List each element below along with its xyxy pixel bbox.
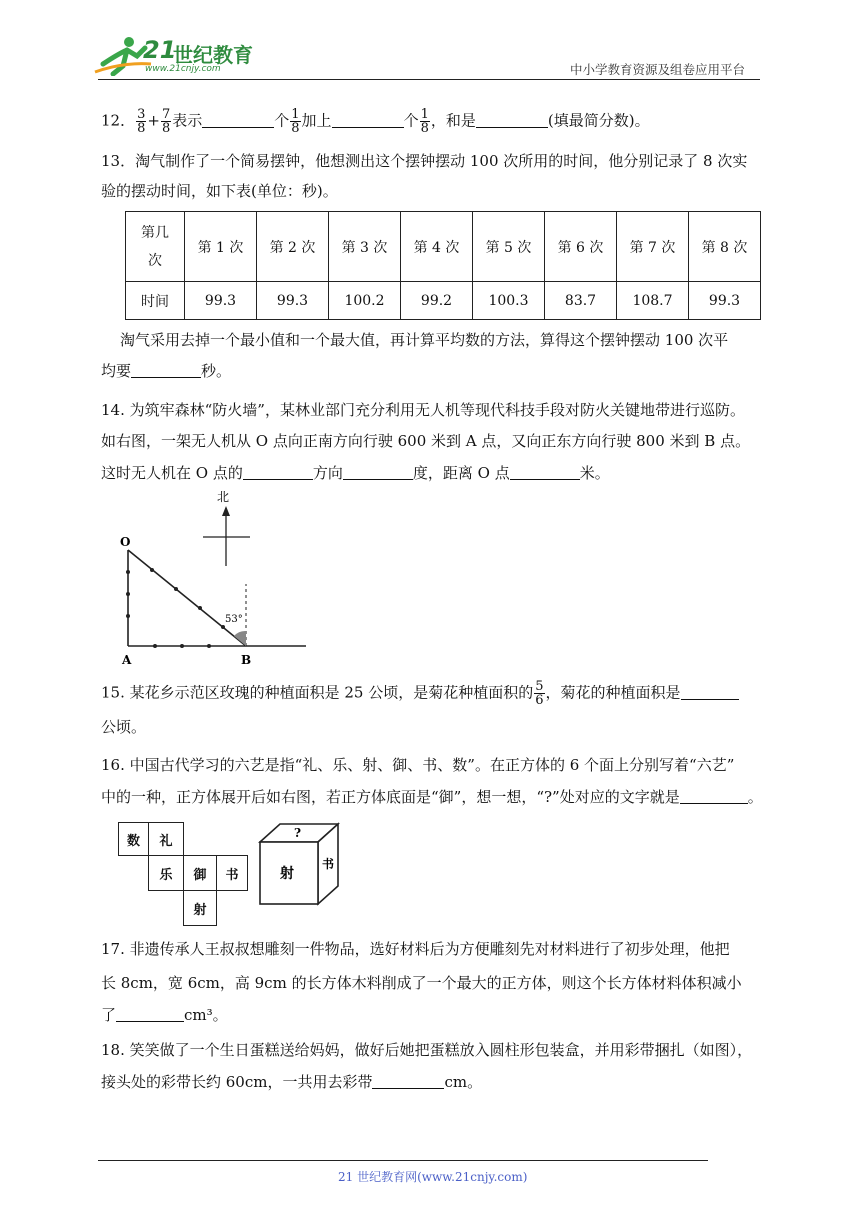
table-cell: 83.7 [545, 282, 617, 320]
question-17-line3: 了 cm³。 [101, 1006, 228, 1024]
table-header-cell: 第 1 次 [185, 212, 257, 282]
net-face: 书 [216, 855, 248, 891]
table-header-cell: 第 5 次 [473, 212, 545, 282]
angle-label: 53° [225, 614, 243, 625]
answer-blank[interactable] [116, 1005, 184, 1022]
cube-side-label: 书 [322, 857, 335, 871]
table-cell: 100.2 [329, 282, 401, 320]
question-13-line3: 淘气采用去掉一个最小值和一个最大值，再计算平均数的方法，算得这个摆钟摆动 100 次平 [120, 331, 729, 349]
table-header-cell: 第 3 次 [329, 212, 401, 282]
question-16-line1: 16. 中国古代学习的六艺是指“礼、乐、射、御、书、数”。在正方体的 6 个面上分别写着“六艺” [101, 756, 735, 774]
fraction: $\frac{5}{6}$ [535, 679, 544, 708]
point-a-label: A [122, 653, 132, 667]
question-13-line4: 均要 秒。 [101, 362, 232, 380]
table-header-cell: 第 4 次 [401, 212, 473, 282]
table-row [126, 212, 761, 282]
question-14-line3: 这时无人机在 O 点的 方向 度，距离 O 点 米。 [101, 464, 610, 482]
table-cell: 99.3 [185, 282, 257, 320]
logo-url: www.21cnjy.com [145, 64, 221, 74]
swing-time-table [125, 211, 761, 320]
answer-blank[interactable] [372, 1072, 444, 1089]
drone-route-diagram [110, 486, 320, 668]
table-header-cell: 第几 次 [126, 212, 185, 282]
table-header-cell: 第 2 次 [257, 212, 329, 282]
answer-blank[interactable] [680, 787, 748, 804]
table-row-label: 时间 [126, 282, 185, 320]
cube-net [118, 822, 248, 926]
question-16-line2: 中的一种，正方体展开后如右图，若正方体底面是“御”，想一想，“?”处对应的文字就是 。 [101, 788, 763, 806]
question-17-line1: 17. 非遗传承人王叔叔想雕刻一件物品，选好材料后为方便雕刻先对材料进行了初步处理，他把 [101, 940, 730, 958]
point-o-label: O [120, 535, 131, 549]
net-face: 射 [183, 890, 217, 926]
fraction: $\frac{7}{8}$ [161, 107, 171, 136]
logo-number: 21 [143, 36, 177, 64]
table-cell: 108.7 [617, 282, 689, 320]
header-divider [98, 79, 760, 80]
table-header-cell: 第 8 次 [689, 212, 761, 282]
logo [93, 34, 263, 76]
fraction: $\frac{1}{8}$ [420, 107, 429, 136]
answer-blank[interactable] [343, 463, 413, 480]
table-cell: 100.3 [473, 282, 545, 320]
net-face: 御 [183, 855, 217, 891]
question-18-line2: 接头处的彩带长约 60cm，一共用去彩带 cm。 [101, 1073, 483, 1091]
point-b-label: B [241, 653, 252, 667]
net-face: 乐 [148, 855, 184, 891]
answer-blank[interactable] [131, 361, 201, 378]
answer-blank[interactable] [681, 683, 739, 700]
cube-front-label: 射 [280, 866, 294, 882]
footer-link[interactable]: 21 世纪教育网(www.21cnjy.com) [338, 1170, 528, 1184]
question-17-line2: 长 8cm，宽 6cm，高 9cm 的长方体木料削成了一个最大的正方体，则这个长方体材料体积减小 [101, 974, 742, 992]
net-face: 礼 [148, 822, 184, 856]
question-14-line2: 如右图，一架无人机从 O 点向正南方向行驶 600 米到 A 点，又向正东方向行驶 800 米到 B 点。 [101, 432, 751, 450]
fraction: $\frac{1}{8}$ [291, 107, 300, 136]
answer-blank[interactable] [510, 463, 580, 480]
table-cell: 99.3 [257, 282, 329, 320]
cube-diagram [258, 822, 340, 906]
fraction: $\frac{3}{8}$ [137, 107, 146, 136]
question-14-line1: 14. 为筑牢森林“防火墙”，某林业部门充分利用无人机等现代科技手段对防火关键地带进行巡防。 [101, 401, 745, 419]
question-15-line2: 公顷。 [101, 718, 147, 736]
north-label: 北 [217, 490, 230, 504]
logo-text: 世纪教育 [173, 43, 253, 67]
table-row [126, 282, 761, 320]
table-cell: 99.2 [401, 282, 473, 320]
table-header-cell: 第 6 次 [545, 212, 617, 282]
answer-blank[interactable] [476, 111, 548, 128]
footer-divider [98, 1160, 708, 1161]
answer-blank[interactable] [202, 111, 274, 128]
platform-title: 中小学教育资源及组卷应用平台 [570, 62, 746, 77]
table-header-cell: 第 7 次 [617, 212, 689, 282]
question-13-line1: 13．淘气制作了一个简易摆钟，他想测出这个摆钟摆动 100 次所用的时间，他分别记录了 8 次实 [101, 152, 748, 170]
question-18-line1: 18. 笑笑做了一个生日蛋糕送给妈妈，做好后她把蛋糕放入圆柱形包装盒，并用彩带捆扎（如图）， [101, 1041, 753, 1059]
question-15-line1: 15. 某花乡示范区玫瑰的种植面积是 25 公顷，是菊花种植面积的 $\frac{5}{6}$ ，菊花的种植面积是 [101, 680, 739, 707]
table-cell: 99.3 [689, 282, 761, 320]
answer-blank[interactable] [243, 463, 313, 480]
cube-top-label: ? [294, 826, 302, 840]
answer-blank[interactable] [332, 111, 404, 128]
net-face: 数 [118, 822, 149, 856]
question-12: 12． $\frac{3}{8}$ + $\frac{7}{8}$ 表示 个 $\frac{1}{8}$ 加上 个 $\frac{1}{8}$ ，和是 (填最简分数)。 [101, 107, 650, 136]
question-13-line2: 验的摆动时间，如下表(单位：秒)。 [101, 182, 338, 200]
